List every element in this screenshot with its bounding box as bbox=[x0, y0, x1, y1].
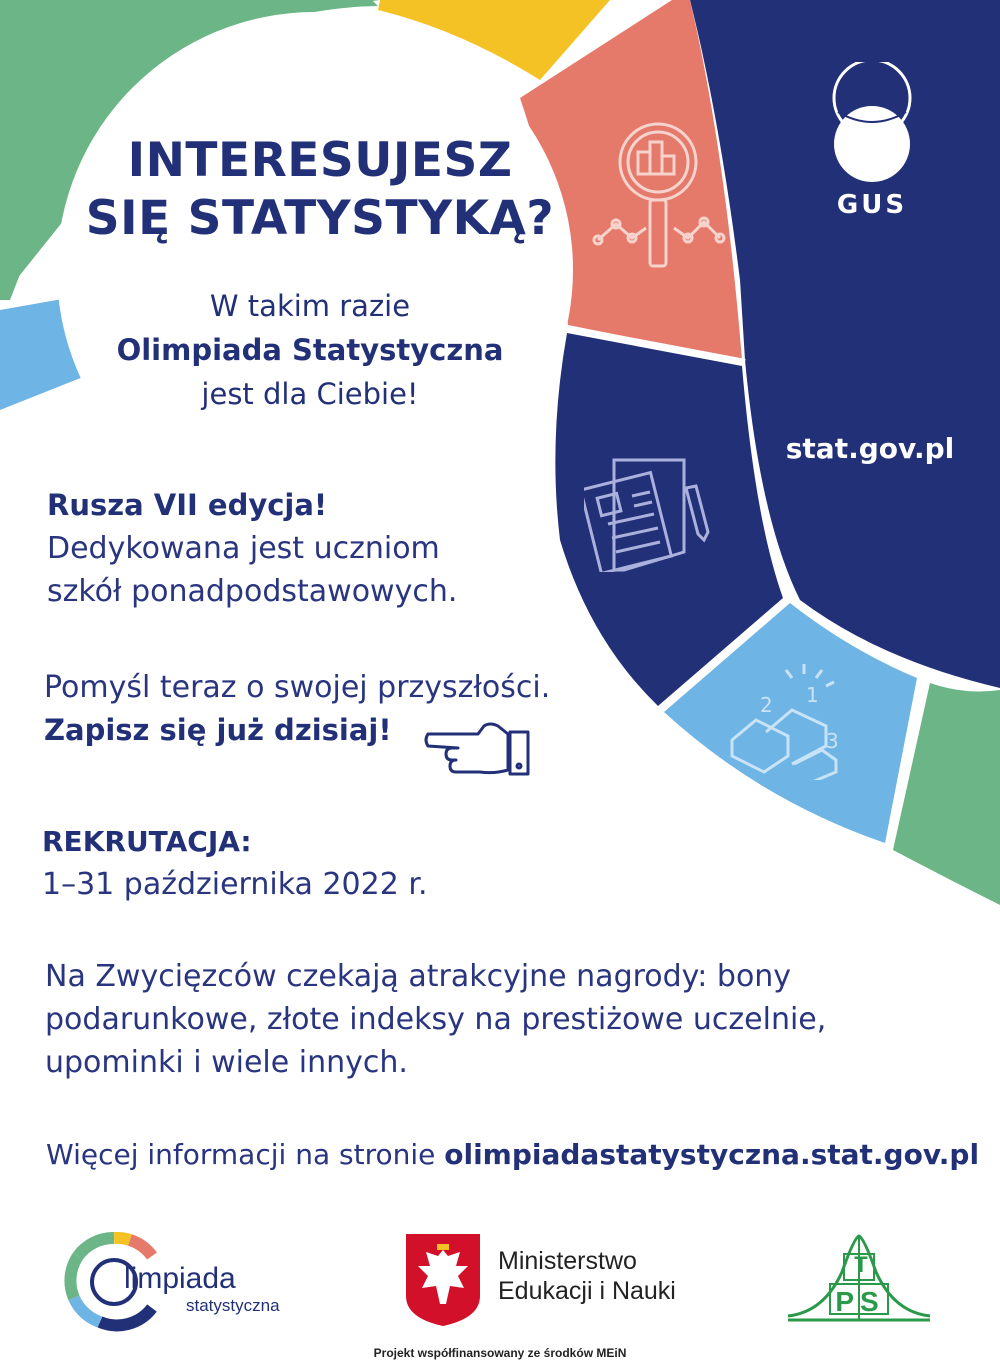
recruitment-dates: 1–31 października 2022 r. bbox=[42, 867, 428, 902]
prizes-block bbox=[45, 955, 975, 1084]
edition-title: Rusza VII edycja! bbox=[47, 488, 328, 522]
olimpiada-logo-word1: limpiada bbox=[124, 1262, 236, 1295]
sub-line2: Olimpiada Statystyczna bbox=[116, 333, 504, 367]
edition-block bbox=[47, 484, 567, 613]
gus-logo-icon bbox=[828, 62, 918, 182]
recruitment-label: REKRUTACJA: bbox=[42, 825, 252, 858]
edition-line1: Dedykowana jest uczniom bbox=[47, 531, 440, 566]
podium-icon bbox=[722, 660, 852, 780]
headline bbox=[60, 132, 580, 248]
headline-line1: INTERESUJESZ bbox=[127, 133, 513, 188]
more-info-prefix: Więcej informacji na stronie bbox=[46, 1138, 445, 1171]
cta-line1: Pomyśl teraz o swojej przyszłości. bbox=[44, 670, 551, 705]
svg-text:2: 2 bbox=[760, 693, 773, 717]
cta-line2: Zapisz się już dzisiaj! bbox=[44, 713, 392, 747]
headline-line2: SIĘ STATYSTYKĄ? bbox=[85, 191, 555, 246]
olimpiada-logo-word2: statystyczna bbox=[186, 1296, 280, 1315]
svg-text:1: 1 bbox=[806, 683, 819, 707]
prizes-line1: Na Zwycięzców czekają atrakcyjne nagrody: bony bbox=[45, 959, 792, 994]
ministry-line2: Edukacji i Nauki bbox=[498, 1277, 676, 1305]
edition-line2: szkół ponadpodstawowych. bbox=[47, 574, 458, 609]
sub-line1: W takim razie bbox=[209, 289, 411, 323]
ministry-name bbox=[498, 1246, 676, 1306]
pointing-hand-icon bbox=[424, 712, 534, 782]
sub-line3: jest dla Ciebie! bbox=[201, 377, 419, 411]
newspaper-icon bbox=[584, 452, 714, 572]
subheadline bbox=[60, 284, 560, 416]
more-info-url[interactable]: olimpiadastatystyczna.stat.gov.pl bbox=[444, 1138, 980, 1171]
cofinance-note: Projekt współfinansowany ze środków MEiN bbox=[373, 1346, 627, 1360]
prizes-line2: podarunkowe, złote indeksy na prestiżowe uczelnie, bbox=[45, 1002, 827, 1037]
stat-gov-link[interactable]: stat.gov.pl bbox=[785, 432, 955, 465]
gus-label: GUS bbox=[836, 190, 908, 220]
magnifier-chart-icon bbox=[590, 120, 730, 270]
ministry-line1: Ministerstwo bbox=[498, 1247, 637, 1275]
more-info bbox=[46, 1138, 986, 1171]
svg-text:3: 3 bbox=[826, 729, 839, 753]
recruitment-block bbox=[42, 820, 602, 906]
prizes-line3: upominki i wiele innych. bbox=[45, 1045, 408, 1080]
tps-letter-t: T bbox=[854, 1252, 868, 1277]
polish-eagle-icon bbox=[404, 1232, 482, 1328]
tps-letters-ps: PS bbox=[835, 1286, 885, 1317]
